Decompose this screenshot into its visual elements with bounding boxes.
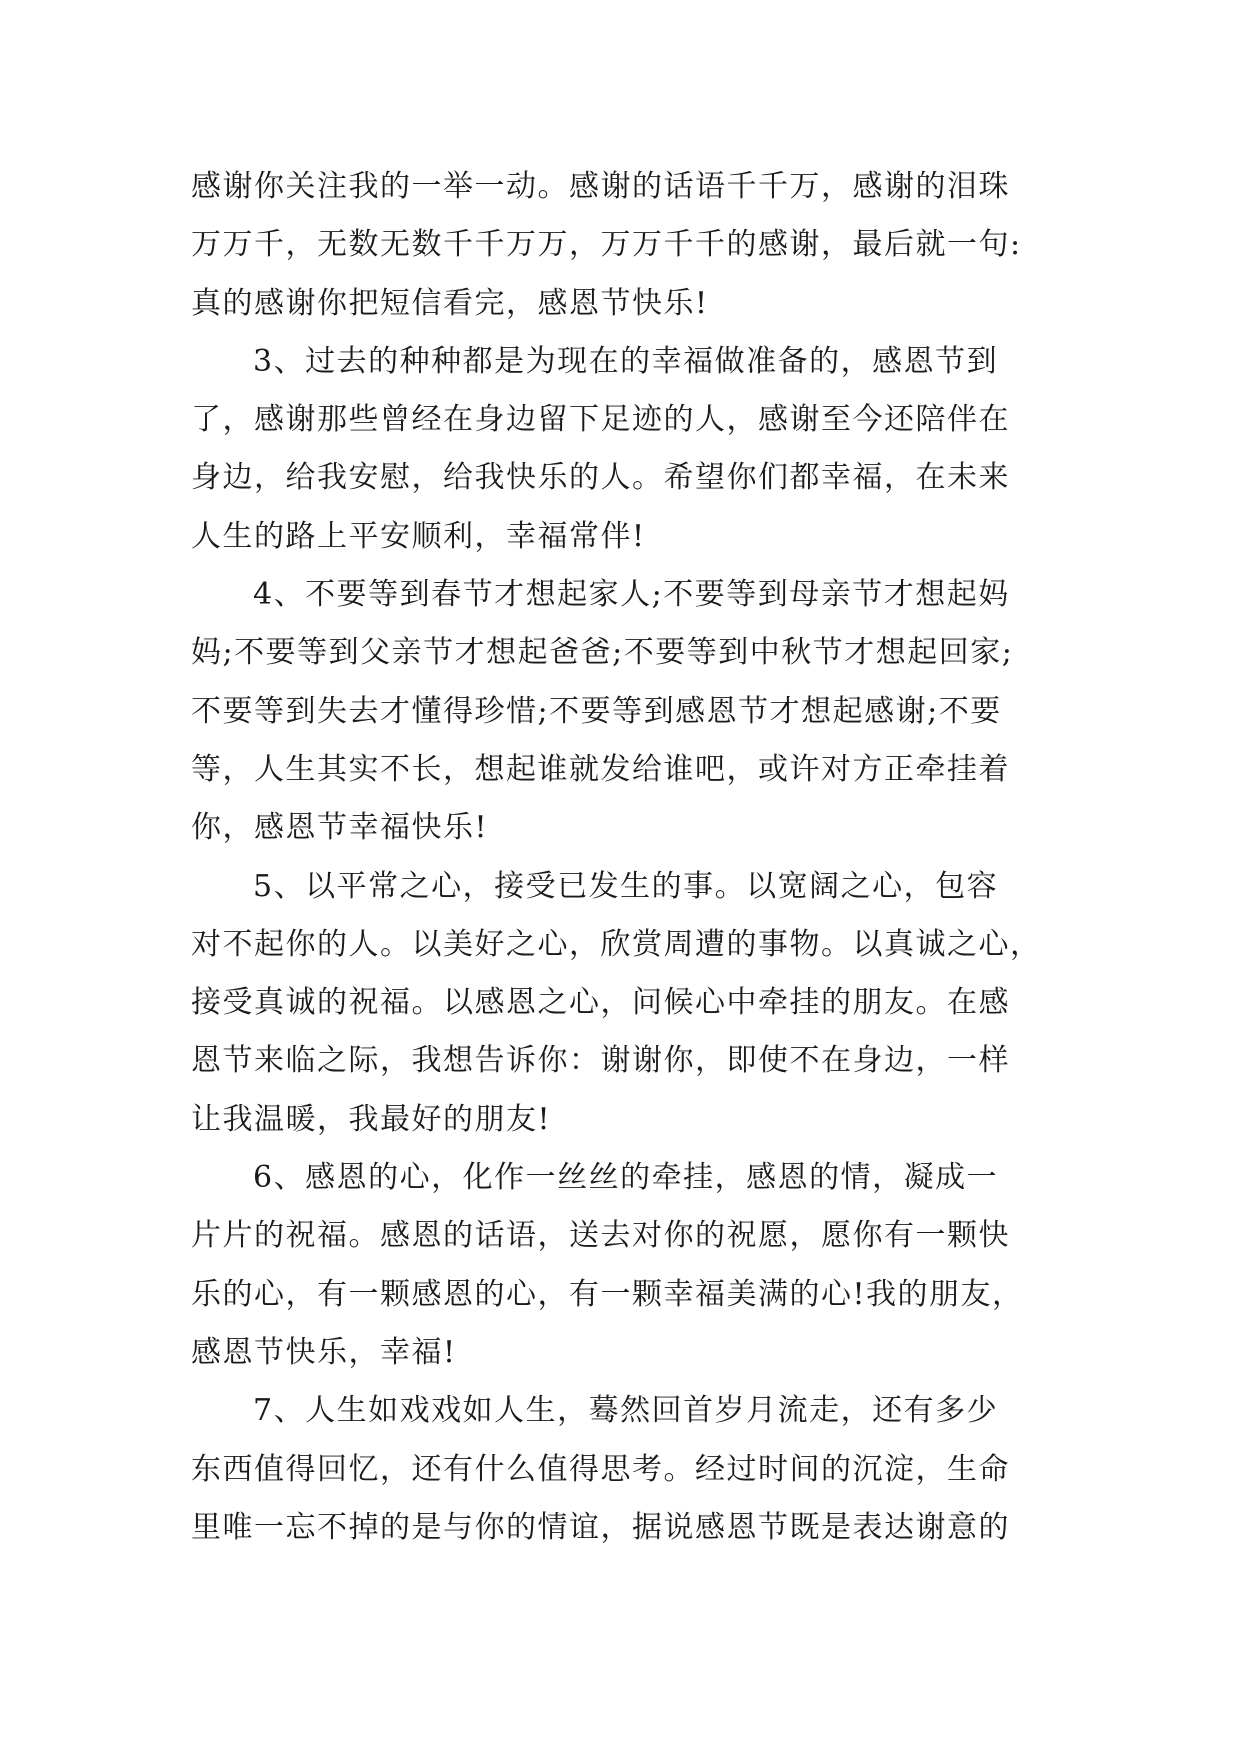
text-line: 恩节来临之际，我想告诉你：谢谢你，即使不在身边，一样 <box>191 1043 1010 1079</box>
paragraph-4-start: 4、不要等到春节才想起家人;不要等到母亲节才想起妈 <box>253 577 1010 613</box>
text-line: 等，人生其实不长，想起谁就发给谁吧，或许对方正牵挂着 <box>191 751 1010 787</box>
text-line: 东西值得回忆，还有什么值得思考。经过时间的沉淀，生命 <box>191 1451 1010 1487</box>
text-line: 乐的心，有一颗感恩的心，有一颗幸福美满的心!我的朋友， <box>191 1276 1024 1312</box>
paragraph-6-start: 6、感恩的心，化作一丝丝的牵挂，感恩的情，凝成一 <box>253 1160 999 1196</box>
text-line: 真的感谢你把短信看完，感恩节快乐! <box>191 285 709 321</box>
text-line: 了，感谢那些曾经在身边留下足迹的人，感谢至今还陪伴在 <box>191 402 1010 438</box>
text-line: 身边，给我安慰，给我快乐的人。希望你们都幸福，在未来 <box>191 460 1010 496</box>
paragraph-5-start: 5、以平常之心，接受已发生的事。以宽阔之心，包容 <box>253 868 999 904</box>
text-line: 里唯一忘不掉的是与你的情谊，据说感恩节既是表达谢意的 <box>191 1509 1010 1545</box>
text-line: 感恩节快乐，幸福! <box>191 1334 457 1370</box>
text-line: 感谢你关注我的一举一动。感谢的话语千千万，感谢的泪珠 <box>191 169 1010 204</box>
text-line: 妈;不要等到父亲节才想起爸爸;不要等到中秋节才想起回家; <box>191 635 1014 671</box>
paragraph-7-start: 7、人生如戏戏如人生，蓦然回首岁月流走，还有多少 <box>253 1393 999 1429</box>
text-line: 让我温暖，我最好的朋友! <box>191 1101 552 1137</box>
document-body <box>191 158 1071 1557</box>
text-line: 接受真诚的祝福。以感恩之心，问候心中牵挂的朋友。在感 <box>191 985 1010 1021</box>
text-line: 人生的路上平安顺利，幸福常伴! <box>191 518 646 554</box>
text-line: 你，感恩节幸福快乐! <box>191 810 489 846</box>
text-line: 片片的祝福。感恩的话语，送去对你的祝愿，愿你有一颗快 <box>191 1218 1010 1254</box>
text-line: 万万千，无数无数千千万万，万万千千的感谢，最后就一句: <box>191 227 1022 263</box>
text-line: 不要等到失去才懂得珍惜;不要等到感恩节才想起感谢;不要 <box>191 693 1002 729</box>
text-line: 对不起你的人。以美好之心，欣赏周遭的事物。以真诚之心， <box>191 926 1042 962</box>
paragraph-3-start: 3、过去的种种都是为现在的幸福做准备的，感恩节到 <box>253 343 999 379</box>
